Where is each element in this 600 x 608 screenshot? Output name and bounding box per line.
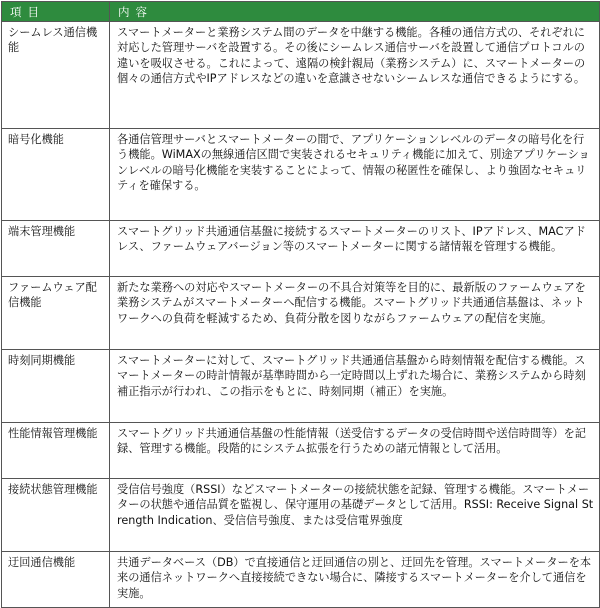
header-content: 内容 xyxy=(110,2,600,22)
function-name: 迂回通信機能 xyxy=(2,552,110,608)
function-name: シームレス通信機能 xyxy=(2,22,110,129)
function-name: 暗号化機能 xyxy=(2,129,110,221)
table-row xyxy=(2,350,600,423)
header-item: 項目 xyxy=(2,2,110,22)
function-table xyxy=(1,1,600,608)
function-name: ファームウェア配信機能 xyxy=(2,277,110,350)
table-row xyxy=(2,277,600,350)
function-name: 接続状態管理機能 xyxy=(2,479,110,552)
function-description: スマートグリッド共通通信基盤に接続するスマートメーターのリスト、IPアドレス、MACアドレス、ファームウェアバージョン等のスマートメーターに関する諸情報を管理する機能。 xyxy=(110,221,600,277)
function-description: 新たな業務への対応やスマートメーターの不具合対策等を目的に、最新版のファームウェアを業務システムがスマートメーターへ配信する機能。スマートグリッド共通通信基盤は、ネットワークへの負荷を軽減するため、負荷分散を図りながらファームウェアの配信を実施。 xyxy=(110,277,600,350)
table-row xyxy=(2,22,600,129)
table-row xyxy=(2,423,600,479)
table-header-row xyxy=(2,2,600,22)
function-description: 各通信管理サーバとスマートメーターの間で、アプリケーションレベルのデータの暗号化を行う機能。WiMAXの無線通信区間で実装されるセキュリティ機能に加えて、別途アプリケーションレベルの暗号化機能を実装することによって、情報の秘匿性を確保し、より強固なセキュリティを確保する。 xyxy=(110,129,600,221)
function-name: 性能情報管理機能 xyxy=(2,423,110,479)
function-name: 端末管理機能 xyxy=(2,221,110,277)
table-row xyxy=(2,479,600,552)
function-description: スマートメーターと業務システム間のデータを中継する機能。各種の通信方式の、それぞれに対応した管理サーバを設置する。その後にシームレス通信サーバを設置して通信プロトコルの違いを吸収させる。これによって、遠隔の検針親局（業務システム）に、スマートメーターの個々の通信方式やIPアドレスなどの違いを意識させないシームレスな通信できるようにする。 xyxy=(110,22,600,129)
function-description: スマートグリッド共通通信基盤の性能情報（送受信するデータの受信時間や送信時間等）を記録、管理する機能。段階的にシステム拡張を行うための諸元情報として活用。 xyxy=(110,423,600,479)
function-name: 時刻同期機能 xyxy=(2,350,110,423)
function-description: スマートメーターに対して、スマートグリッド共通通信基盤から時刻情報を配信する機能。スマートメーターの時計情報が基準時間から一定時間以上ずれた場合に、業務システムから時刻補正指示が行われ、この指示をもとに、時刻同期（補正）を実施。 xyxy=(110,350,600,423)
function-description: 共通データベース（DB）で直接通信と迂回通信の別と、迂回先を管理。スマートメーターを本来の通信ネットワークへ直接接続できない場合に、隣接するスマートメーターを介して通信を実施。 xyxy=(110,552,600,608)
table-row xyxy=(2,129,600,221)
table-row xyxy=(2,552,600,608)
function-description: 受信信号強度（RSSI）などスマートメーターの接続状態を記録、管理する機能。スマートメーターの状態や通信品質を監視し、保守運用の基礎データとして活用。RSSI: Receive Signal Strength Indication、受信信号強度、または受信電界強度 xyxy=(110,479,600,552)
table-row xyxy=(2,221,600,277)
